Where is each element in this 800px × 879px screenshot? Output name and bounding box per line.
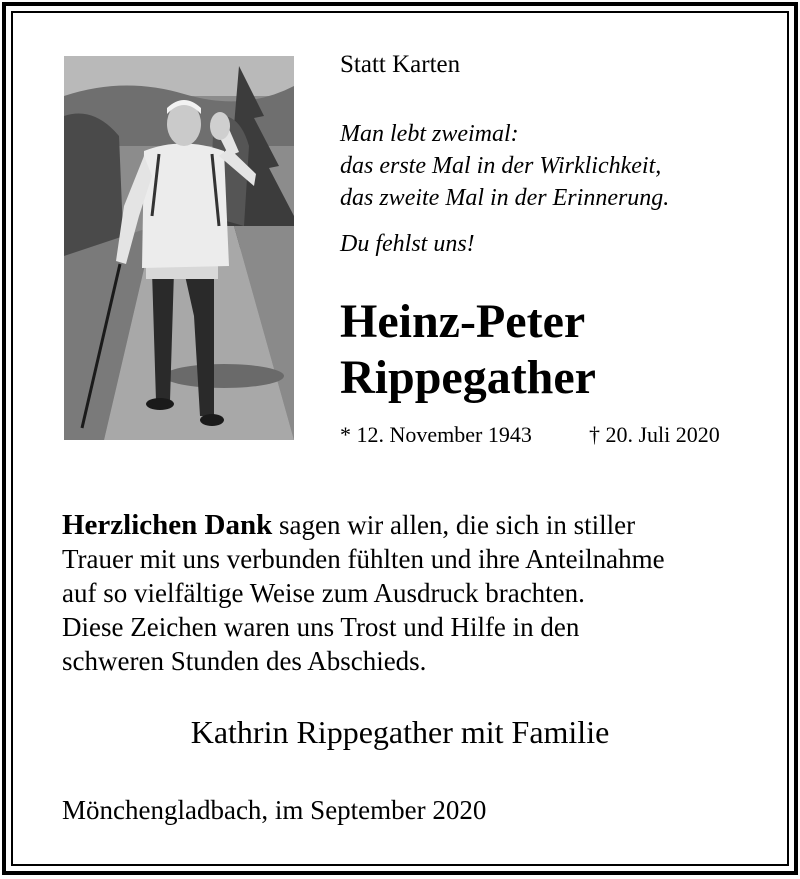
du-fehlst-uns: Du fehlst uns!	[340, 231, 475, 257]
family-signature: Kathrin Rippegather mit Familie	[190, 714, 610, 750]
thanks-line: Diese Zeichen waren uns Trost und Hilfe in den	[62, 612, 580, 642]
thanks-line	[62, 508, 665, 542]
thanks-line: Trauer mit uns verbunden fühlten und ihre Anteilnahme	[62, 544, 665, 574]
deceased-name	[340, 294, 596, 406]
thanks-first-line-rest: sagen wir allen, die sich in stiller	[272, 510, 636, 540]
thanks-paragraph	[62, 508, 665, 678]
quote-line: Man lebt zweimal:	[340, 121, 519, 147]
thanks-line: schweren Stunden des Abschieds.	[62, 646, 427, 676]
death-date: † 20. Juli 2020	[589, 422, 720, 447]
statt-karten: Statt Karten	[340, 51, 461, 78]
quote-line: das zweite Mal in der Erinnerung.	[340, 185, 670, 211]
memorial-quote	[340, 118, 669, 214]
deceased-first-name: Heinz-Peter	[340, 295, 586, 348]
thanks-line: auf so vielfältige Weise zum Ausdruck brachten.	[62, 578, 585, 608]
birth-date: * 12. November 1943	[340, 422, 532, 447]
thanks-lead: Herzlichen Dank	[62, 509, 273, 541]
place-date: Mönchengladbach, im September 2020	[62, 795, 487, 825]
portrait-photo	[64, 56, 294, 440]
deceased-last-name: Rippegather	[340, 351, 596, 404]
quote-line: das erste Mal in der Wirklichkeit,	[340, 153, 662, 179]
